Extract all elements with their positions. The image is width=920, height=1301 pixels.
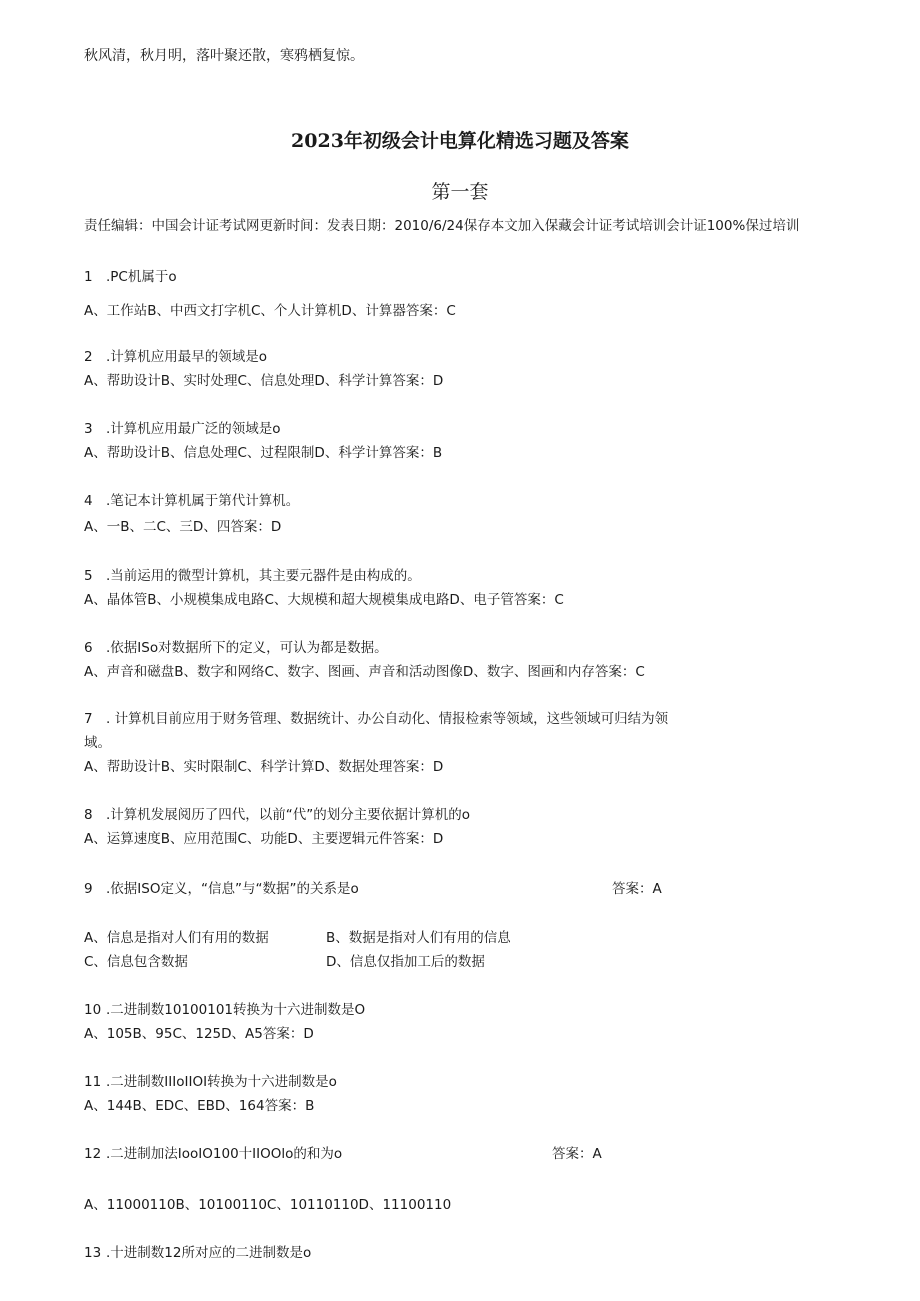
question-4 [84,492,299,510]
question-number: 9 [84,881,93,897]
question-1 [84,268,177,286]
question-text: .笔记本计算机属于第代计算机。 [106,493,300,509]
question-5 [84,567,421,585]
question-13 [84,1244,311,1262]
question-number: 8 [84,807,93,823]
question-number: 11 [84,1074,102,1090]
question-12 [84,1145,342,1163]
question-text: .二进制数10100101转换为十六进制数是O [106,1002,366,1018]
question-text: .二进制加法IooIO100十IIOOlo的和为o [106,1146,343,1162]
question-number: 2 [84,349,93,365]
question-2 [84,348,267,366]
question-12-options: A、11000110B、10100110C、10110110D、11100110 [84,1197,452,1213]
question-5-options: A、晶体管B、小规模集成电路C、大规模和超大规模集成电路D、电子管答案：C [84,592,564,608]
question-number: 5 [84,568,93,584]
question-7-text-continued: 域。 [84,735,111,751]
question-number: 7 [84,711,93,727]
question-6-options: A、声音和磁盘B、数字和网络C、数字、图画、声音和活动图像D、数字、图画和内存答案：C [84,664,645,680]
question-number: 6 [84,640,93,656]
question-text: .二进制数IIIoIIOI转换为十六进制数是o [106,1074,337,1090]
question-text: .计算机发展阅历了四代，以前“代”的划分主要依据计算机的o [106,807,471,823]
question-10-options: A、105B、95C、125D、A5答案：D [84,1026,314,1042]
question-9-answer: 答案：A [612,881,662,897]
question-6 [84,639,388,657]
question-11-options: A、144B、EDC、EBD、164答案：B [84,1098,315,1114]
question-9-option-d: D、信息仅指加工后的数据 [326,954,485,970]
question-9-option-c: C、信息包含数据 [84,954,188,970]
question-3-options: A、帮助设计B、信息处理C、过程限制D、科学计算答案：B [84,445,443,461]
question-4-options: A、一B、二C、三D、四答案：D [84,519,282,535]
document-title: 2023年初级会计电算化精选习题及答案 [291,130,629,152]
question-number: 13 [84,1245,102,1261]
question-7 [84,710,668,728]
question-9-option-b: B、数据是指对人们有用的信息 [326,930,511,946]
question-text: .依据ISo对数据所下的定义，可认为都是数据。 [106,640,388,656]
question-11 [84,1073,337,1091]
question-9 [84,880,359,898]
question-8 [84,806,470,824]
document-meta: 责任编辑：中国会计证考试网更新时间：发表日期：2010/6/24保存本文加入保藏会计证考试培训会计证100%保过培训 [84,218,800,234]
question-8-options: A、运算速度B、应用范围C、功能D、主要逻辑元件答案：D [84,831,444,847]
document-subtitle: 第一套 [431,181,489,203]
question-text: .当前运用的微型计算机，其主要元器件是由构成的。 [106,568,421,584]
question-number: 3 [84,421,93,437]
question-text: . 计算机目前应用于财务管理、数据统计、办公自动化、情报检索等领域，这些领域可归结为领 [106,711,669,727]
question-number: 12 [84,1146,102,1162]
question-9-option-a: A、信息是指对人们有用的数据 [84,930,269,946]
question-2-options: A、帮助设计B、实时处理C、信息处理D、科学计算答案：D [84,373,444,389]
question-number: 1 [84,269,93,285]
question-number: 10 [84,1002,102,1018]
question-text: .计算机应用最早的领域是o [106,349,268,365]
question-text: .依据ISO定义，“信息”与“数据”的关系是o [106,881,359,897]
poem-line: 秋风清，秋月明，落叶聚还散，寒鸦栖复惊。 [84,48,364,64]
question-text: .十进制数12所对应的二进制数是o [106,1245,312,1261]
question-3 [84,420,281,438]
question-number: 4 [84,493,93,509]
question-10 [84,1001,365,1019]
question-7-options: A、帮助设计B、实时限制C、科学计算D、数据处理答案：D [84,759,444,775]
question-12-answer: 答案：A [552,1146,602,1162]
question-text: .PC机属于o [106,269,177,285]
question-1-options: A、工作站B、中西文打字机C、个人计算机D、计算器答案：C [84,303,456,319]
question-text: .计算机应用最广泛的领域是o [106,421,281,437]
